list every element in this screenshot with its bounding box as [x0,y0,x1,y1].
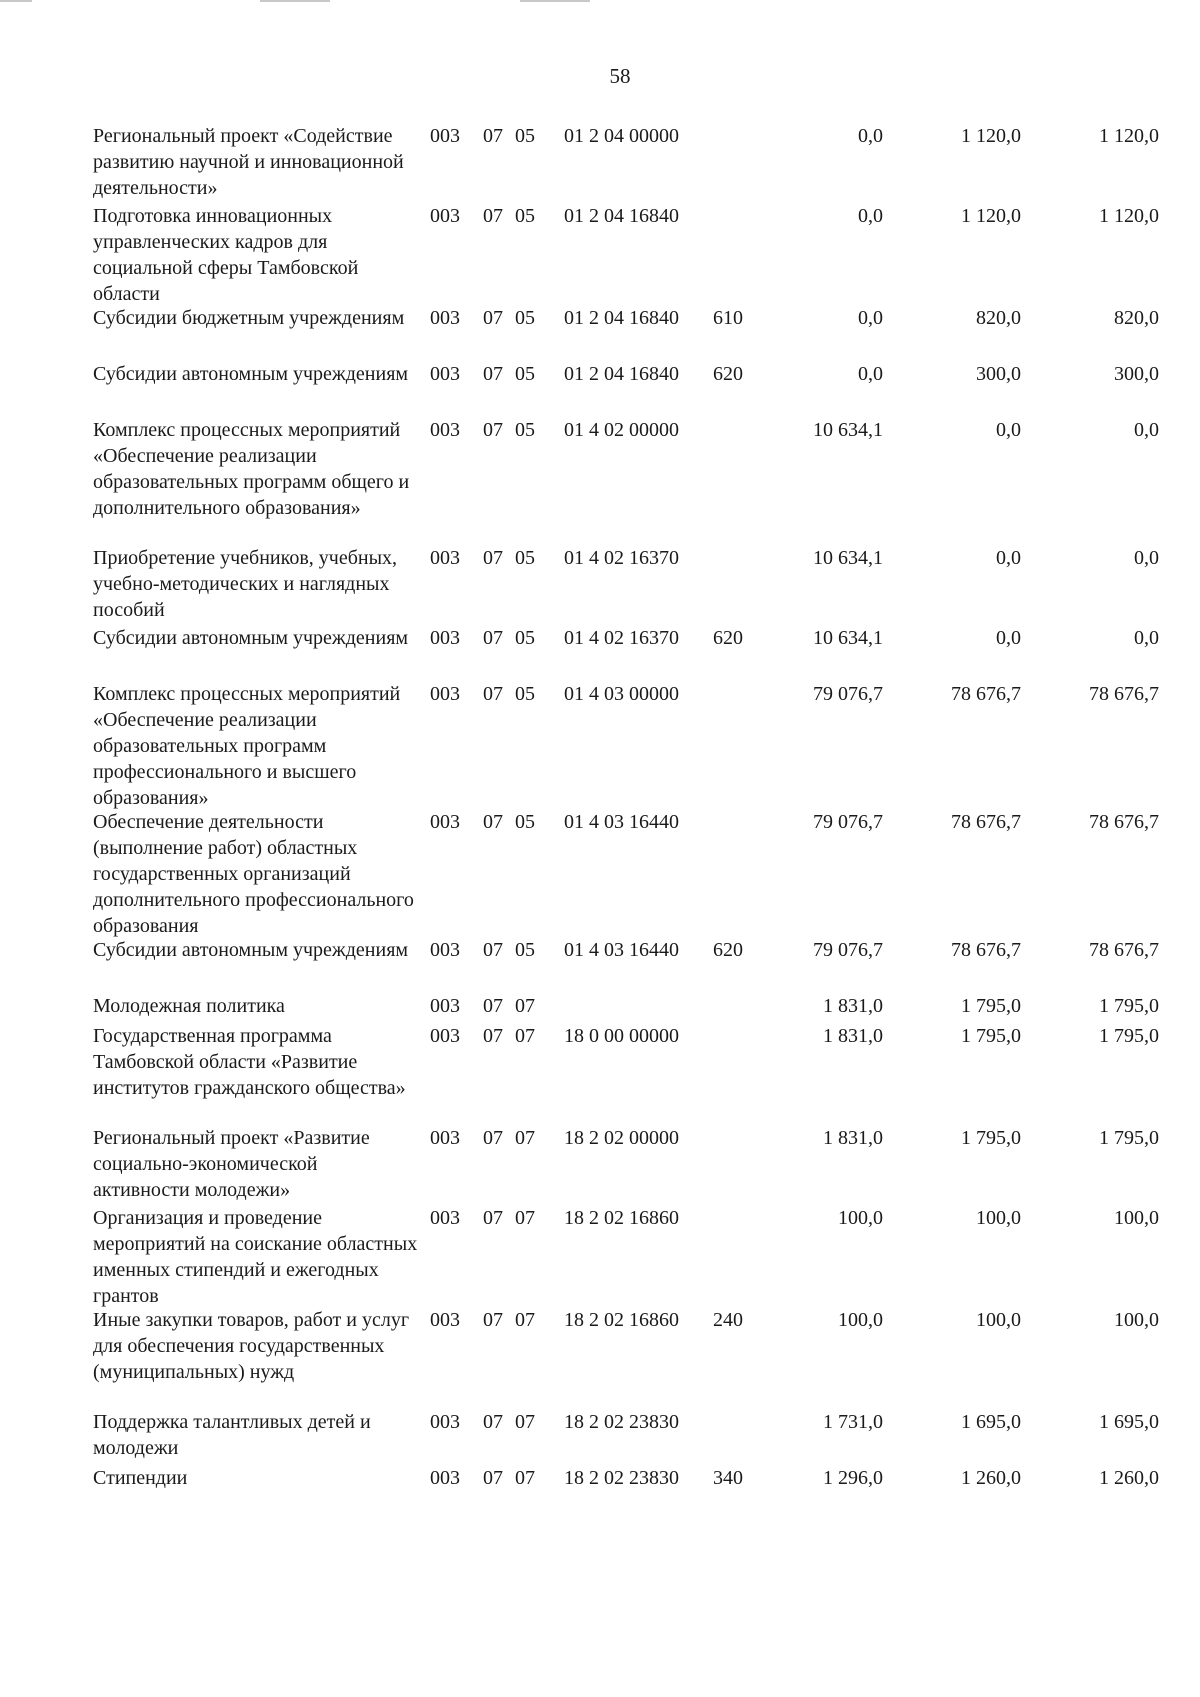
row-department-code: 003 [430,419,460,441]
row-amount-2: 0,0 [996,627,1021,649]
row-subsection-code: 07 [515,995,535,1017]
row-amount-2: 0,0 [996,419,1021,441]
scan-artifact [260,0,330,2]
row-amount-3: 100,0 [1114,1309,1159,1331]
row-amount-3: 1 795,0 [1099,995,1159,1017]
table-row [93,123,1173,203]
row-subsection-code: 05 [515,125,535,147]
row-subsection-code: 07 [515,1309,535,1331]
row-amount-3: 1 695,0 [1099,1411,1159,1433]
row-name: Молодежная политика [93,995,285,1017]
row-department-code: 003 [430,1411,460,1433]
row-amount-2: 100,0 [976,1309,1021,1331]
row-amount-2: 1 795,0 [961,1025,1021,1047]
row-amount-1: 10 634,1 [813,419,883,441]
row-amount-2: 1 120,0 [961,125,1021,147]
row-amount-3: 78 676,7 [1089,683,1159,705]
table-row [93,1205,1173,1307]
row-name: Субсидии автономным учреждениям [93,363,409,385]
row-amount-3: 1 260,0 [1099,1467,1159,1489]
row-amount-1: 100,0 [838,1309,883,1331]
row-target-article: 18 2 02 23830 [564,1467,679,1489]
row-amount-3: 100,0 [1114,1207,1159,1229]
scan-artifact [520,0,590,2]
row-amount-3: 1 120,0 [1099,125,1159,147]
row-target-article: 01 2 04 00000 [564,125,679,147]
row-department-code: 003 [430,627,460,649]
scan-artifact [0,0,32,2]
row-subsection-code: 05 [515,627,535,649]
row-section-code: 07 [483,683,503,705]
table-row [93,809,1173,937]
row-expense-type: 620 [713,627,743,649]
row-name: Подготовка инновационных управленческих кадров для социальной сферы Тамбовской области [93,205,359,305]
row-target-article: 01 4 02 00000 [564,419,679,441]
table-row [93,1125,1173,1205]
row-target-article: 01 2 04 16840 [564,205,679,227]
row-name: Поддержка талантливых детей и молодежи [93,1411,371,1459]
row-amount-1: 0,0 [858,307,883,329]
row-target-article: 01 4 03 16440 [564,939,679,961]
row-department-code: 003 [430,683,460,705]
row-target-article: 01 2 04 16840 [564,363,679,385]
row-amount-1: 10 634,1 [813,627,883,649]
row-expense-type: 610 [713,307,743,329]
row-department-code: 003 [430,1207,460,1229]
row-section-code: 07 [483,1309,503,1331]
row-department-code: 003 [430,125,460,147]
row-section-code: 07 [483,1207,503,1229]
table-row [93,361,1173,417]
row-amount-2: 1 795,0 [961,1127,1021,1149]
row-amount-2: 300,0 [976,363,1021,385]
row-section-code: 07 [483,363,503,385]
row-section-code: 07 [483,547,503,569]
row-amount-1: 0,0 [858,205,883,227]
table-row [93,203,1173,305]
row-name: Стипендии [93,1467,188,1489]
row-amount-2: 100,0 [976,1207,1021,1229]
row-expense-type: 340 [713,1467,743,1489]
row-amount-1: 79 076,7 [813,683,883,705]
table-row [93,545,1173,625]
row-name: Региональный проект «Содействие развитию научной и инновационной деятельности» [93,125,404,199]
row-amount-2: 820,0 [976,307,1021,329]
row-amount-1: 10 634,1 [813,547,883,569]
row-section-code: 07 [483,811,503,833]
row-subsection-code: 05 [515,205,535,227]
row-amount-3: 1 795,0 [1099,1127,1159,1149]
row-subsection-code: 05 [515,307,535,329]
table-row [93,993,1173,1023]
row-target-article: 18 0 00 00000 [564,1025,679,1047]
row-subsection-code: 05 [515,683,535,705]
row-subsection-code: 05 [515,419,535,441]
table-row [93,1409,1173,1465]
row-amount-3: 0,0 [1134,419,1159,441]
row-section-code: 07 [483,125,503,147]
row-amount-1: 1 831,0 [823,995,883,1017]
row-amount-1: 1 731,0 [823,1411,883,1433]
table-row [93,625,1173,681]
row-section-code: 07 [483,1025,503,1047]
row-target-article: 18 2 02 23830 [564,1411,679,1433]
table-row [93,937,1173,993]
row-amount-1: 1 831,0 [823,1127,883,1149]
row-target-article: 01 4 03 00000 [564,683,679,705]
row-expense-type: 620 [713,363,743,385]
row-amount-2: 78 676,7 [951,939,1021,961]
row-amount-2: 78 676,7 [951,683,1021,705]
row-amount-3: 0,0 [1134,627,1159,649]
row-amount-3: 0,0 [1134,547,1159,569]
row-section-code: 07 [483,1411,503,1433]
page-number: 58 [609,64,631,88]
row-name: Комплекс процессных мероприятий «Обеспечение реализации образовательных программ общего и дополнительного образования» [93,419,410,519]
row-department-code: 003 [430,363,460,385]
row-section-code: 07 [483,1127,503,1149]
row-name: Комплекс процессных мероприятий «Обеспечение реализации образовательных программ профессионального и высшего образования» [93,683,401,809]
row-name: Региональный проект «Развитие социально-экономической активности молодежи» [93,1127,370,1201]
row-department-code: 003 [430,811,460,833]
row-name: Иные закупки товаров, работ и услуг для обеспечения государственных (муниципальных) нужд [93,1309,410,1383]
row-amount-1: 79 076,7 [813,939,883,961]
row-subsection-code: 07 [515,1467,535,1489]
row-amount-1: 1 296,0 [823,1467,883,1489]
row-department-code: 003 [430,1467,460,1489]
table-row [93,681,1173,809]
row-amount-2: 1 120,0 [961,205,1021,227]
row-department-code: 003 [430,1309,460,1331]
row-subsection-code: 05 [515,939,535,961]
row-expense-type: 240 [713,1309,743,1331]
row-target-article: 01 4 02 16370 [564,547,679,569]
row-department-code: 003 [430,995,460,1017]
row-target-article: 01 4 03 16440 [564,811,679,833]
row-department-code: 003 [430,1025,460,1047]
row-target-article: 18 2 02 00000 [564,1127,679,1149]
row-section-code: 07 [483,939,503,961]
row-expense-type: 620 [713,939,743,961]
row-amount-2: 1 260,0 [961,1467,1021,1489]
row-section-code: 07 [483,205,503,227]
row-section-code: 07 [483,307,503,329]
row-amount-1: 1 831,0 [823,1025,883,1047]
row-target-article: 01 2 04 16840 [564,307,679,329]
row-subsection-code: 05 [515,547,535,569]
row-amount-2: 78 676,7 [951,811,1021,833]
row-target-article: 18 2 02 16860 [564,1309,679,1331]
row-section-code: 07 [483,1467,503,1489]
row-amount-3: 1 795,0 [1099,1025,1159,1047]
row-amount-3: 820,0 [1114,307,1159,329]
row-amount-3: 300,0 [1114,363,1159,385]
row-section-code: 07 [483,627,503,649]
row-department-code: 003 [430,1127,460,1149]
table-row [93,1307,1173,1409]
row-section-code: 07 [483,419,503,441]
row-amount-2: 1 695,0 [961,1411,1021,1433]
row-department-code: 003 [430,547,460,569]
row-subsection-code: 07 [515,1025,535,1047]
row-amount-2: 1 795,0 [961,995,1021,1017]
budget-table [93,123,1173,1505]
row-amount-1: 100,0 [838,1207,883,1229]
row-name: Государственная программа Тамбовской области «Развитие институтов гражданского общества» [93,1025,406,1099]
table-row [93,1023,1173,1125]
row-name: Обеспечение деятельности (выполнение работ) областных государственных организаций дополнительного профессионального образования [93,811,414,937]
row-name: Организация и проведение мероприятий на соискание областных именных стипендий и ежегодных грантов [93,1207,418,1307]
row-subsection-code: 05 [515,811,535,833]
row-department-code: 003 [430,939,460,961]
row-amount-3: 1 120,0 [1099,205,1159,227]
row-section-code: 07 [483,995,503,1017]
table-row [93,417,1173,545]
row-amount-1: 79 076,7 [813,811,883,833]
row-amount-2: 0,0 [996,547,1021,569]
row-amount-1: 0,0 [858,125,883,147]
row-department-code: 003 [430,307,460,329]
row-amount-3: 78 676,7 [1089,811,1159,833]
row-subsection-code: 07 [515,1411,535,1433]
row-department-code: 003 [430,205,460,227]
row-subsection-code: 07 [515,1127,535,1149]
row-name: Субсидии автономным учреждениям [93,627,409,649]
row-target-article: 01 4 02 16370 [564,627,679,649]
row-subsection-code: 05 [515,363,535,385]
row-name: Субсидии автономным учреждениям [93,939,409,961]
row-name: Субсидии бюджетным учреждениям [93,307,405,329]
table-row [93,305,1173,361]
row-subsection-code: 07 [515,1207,535,1229]
table-row [93,1465,1173,1505]
row-amount-1: 0,0 [858,363,883,385]
row-name: Приобретение учебников, учебных, учебно-методических и наглядных пособий [93,547,398,621]
row-amount-3: 78 676,7 [1089,939,1159,961]
row-target-article: 18 2 02 16860 [564,1207,679,1229]
